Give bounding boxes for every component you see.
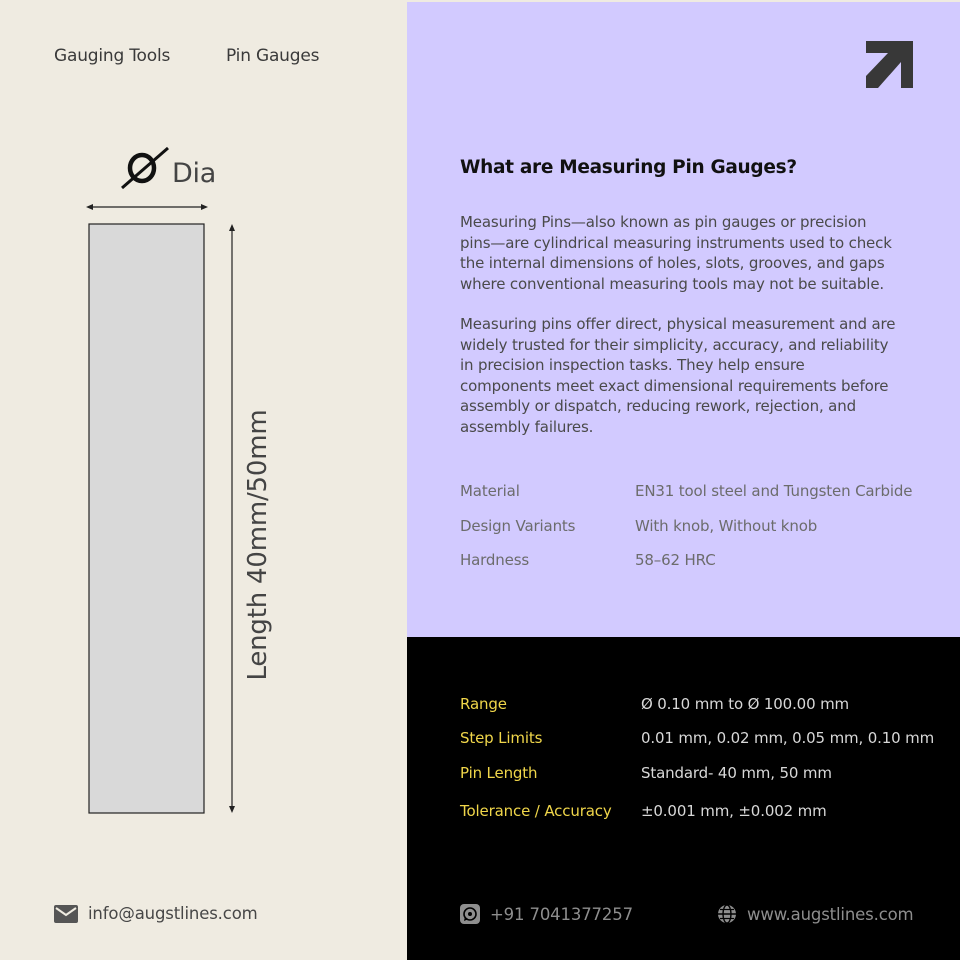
- diameter-label: Dia: [172, 158, 216, 189]
- tech-value-range: Ø 0.10 mm to Ø 100.00 mm: [641, 695, 850, 713]
- tech-label-range: Range: [460, 695, 507, 713]
- diameter-arrow: [86, 204, 208, 210]
- length-arrow: [229, 224, 235, 813]
- spec-label-material: Material: [460, 482, 520, 500]
- spec-label-design-variants: Design Variants: [460, 517, 576, 535]
- spec-value-design-variants: With knob, Without knob: [635, 517, 818, 535]
- tech-value-pin-length: Standard- 40 mm, 50 mm: [641, 764, 832, 782]
- tech-label-pin-length: Pin Length: [460, 764, 538, 782]
- spec-label-hardness: Hardness: [460, 551, 530, 569]
- footer-website-text: www.augstlines.com: [747, 904, 914, 924]
- footer-email-text: info@augstlines.com: [88, 904, 258, 923]
- globe-icon: [717, 904, 737, 924]
- footer-website[interactable]: [717, 904, 913, 924]
- intro-paragraph-2: Measuring pins offer direct, physical measurement and are widely trusted for their simplicity, accuracy, and reliability in precision inspection tasks. They help ensure components meet exact dimensional requirements before assembly or dispatch, reducing rework, rejection, and assembly failures.: [460, 315, 896, 436]
- intro-paragraph-1: Measuring Pins—also known as pin gauges or precision pins—are cylindrical measuring instruments used to check the internal dimensions of holes, slots, grooves, and gaps where conventional measuring tools may not be suitable.: [460, 213, 892, 293]
- nav-pin-gauges[interactable]: Pin Gauges: [226, 46, 320, 66]
- spec-value-material: EN31 tool steel and Tungsten Carbide: [635, 482, 913, 500]
- pin-body: [89, 224, 204, 813]
- tech-value-tolerance: ±0.001 mm, ±0.002 mm: [641, 802, 827, 820]
- pin-drawing: [80, 196, 250, 826]
- diameter-symbol: [118, 144, 172, 192]
- footer-email[interactable]: [54, 904, 258, 923]
- whatsapp-icon: [460, 904, 480, 924]
- length-label: Length 40mm/50mm: [243, 409, 273, 681]
- spec-value-hardness: 58–62 HRC: [635, 551, 716, 569]
- footer-phone-text: +91 7041377257: [490, 904, 633, 924]
- mail-icon: [54, 905, 78, 923]
- footer-phone[interactable]: [460, 904, 633, 924]
- tech-label-tolerance: Tolerance / Accuracy: [460, 802, 612, 820]
- tech-value-step-limits: 0.01 mm, 0.02 mm, 0.05 mm, 0.10 mm: [641, 729, 935, 747]
- section-heading: What are Measuring Pin Gauges?: [460, 157, 797, 178]
- nav-gauging-tools[interactable]: Gauging Tools: [54, 46, 171, 66]
- tech-label-step-limits: Step Limits: [460, 729, 543, 747]
- brand-z-logo: [866, 41, 913, 88]
